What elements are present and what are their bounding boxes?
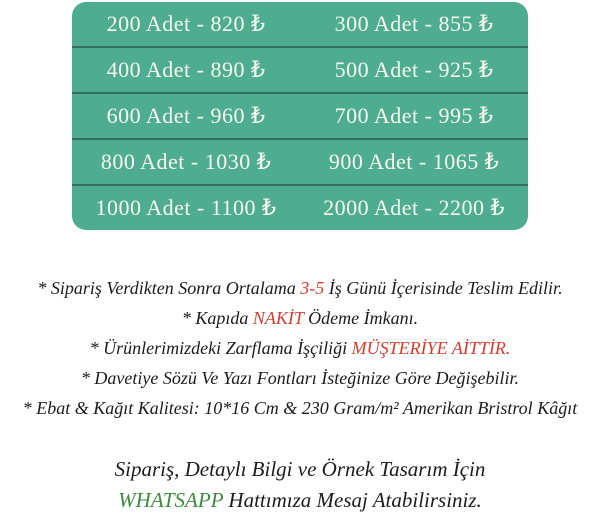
price-cell: 2000 Adet - 2200 ₺ <box>323 195 505 220</box>
price-cell: 500 Adet - 925 ₺ <box>334 57 494 82</box>
price-cell: 700 Adet - 995 ₺ <box>334 103 494 128</box>
table-row <box>72 2 528 46</box>
note-line <box>0 393 600 423</box>
note-accent: NAKİT <box>252 308 304 328</box>
whatsapp-accent: WHATSAPP <box>118 488 224 512</box>
note-line <box>0 333 600 363</box>
note-line <box>0 363 600 393</box>
note-text: * Kapıda <box>181 308 253 328</box>
note-line <box>0 303 600 333</box>
footer-line-2-text: Hattımıza Mesaj Atabilirsiniz. <box>223 488 482 512</box>
price-cell: 600 Adet - 960 ₺ <box>106 103 266 128</box>
note-accent: MÜŞTERİYE AİTTİR. <box>351 338 511 358</box>
price-cell: 1000 Adet - 1100 ₺ <box>95 195 277 220</box>
price-cell: 800 Adet - 1030 ₺ <box>100 149 272 174</box>
note-line <box>0 273 600 303</box>
table-row <box>72 46 528 92</box>
price-cell: 900 Adet - 1065 ₺ <box>328 149 500 174</box>
footer-line-2 <box>0 485 600 516</box>
price-table <box>72 2 528 230</box>
footer-line-1: Sipariş, Detaylı Bilgi ve Örnek Tasarım İçin <box>114 457 486 481</box>
note-text: Ödeme İmkanı. <box>303 308 419 328</box>
note-text: * Sipariş Verdikten Sonra Ortalama <box>37 278 301 298</box>
note-text: * Ebat & Kağıt Kalitesi: 10*16 Cm & 230 Gram/m² Amerikan Bristrol Kâğıt <box>22 398 578 418</box>
table-row <box>72 92 528 138</box>
price-cell: 400 Adet - 890 ₺ <box>106 57 266 82</box>
price-cell: 300 Adet - 855 ₺ <box>334 11 494 36</box>
note-text: İş Günü İçerisinde Teslim Edilir. <box>324 278 563 298</box>
note-accent: 3-5 <box>300 278 325 298</box>
note-text: * Davetiye Sözü Ve Yazı Fontları İsteğinize Göre Değişebilir. <box>80 368 520 388</box>
notes-section <box>0 273 600 423</box>
price-cell: 200 Adet - 820 ₺ <box>106 11 266 36</box>
note-text: * Ürünlerimizdeki Zarflama İşçiliği <box>89 338 352 358</box>
footer-message <box>0 454 600 516</box>
table-row <box>72 184 528 230</box>
table-row <box>72 138 528 184</box>
